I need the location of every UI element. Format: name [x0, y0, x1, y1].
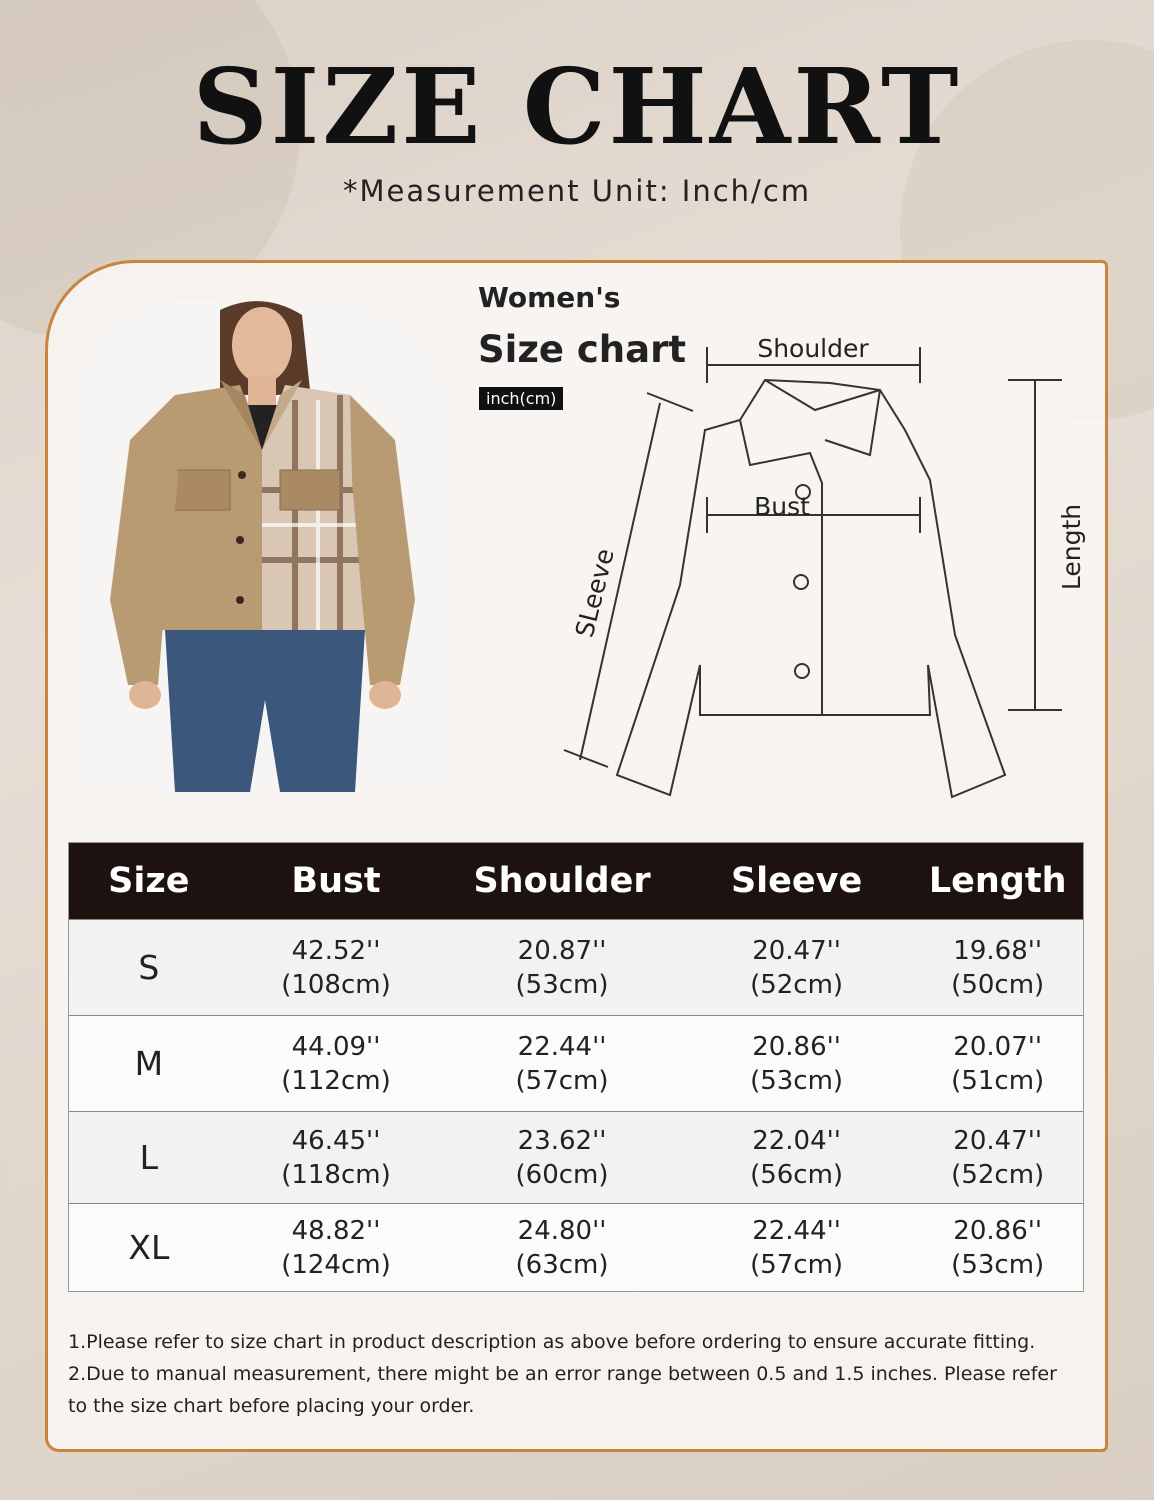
size-cell: XL — [128, 1228, 170, 1267]
header-size: Size — [108, 861, 190, 901]
table-body — [69, 919, 1083, 1291]
length-cell: 19.68'' (50cm) — [951, 935, 1045, 1000]
shoulder-cell: 23.62'' (60cm) — [515, 1125, 609, 1190]
table-row — [69, 1203, 1083, 1291]
bust-cell: 46.45'' (118cm) — [281, 1125, 391, 1190]
length-measure-line — [1008, 380, 1062, 710]
sleeve-cell: 20.86'' (53cm) — [750, 1031, 844, 1096]
header-bust: Bust — [291, 861, 381, 901]
shoulder-cell: 24.80'' (63cm) — [515, 1215, 609, 1280]
shoulder-label: Shoulder — [757, 335, 869, 363]
bust-cell: 42.52'' (108cm) — [281, 935, 391, 1000]
length-label: Length — [1057, 503, 1086, 591]
jacket-outline — [617, 380, 1005, 797]
note-line-2: 2.Due to manual measurement, there might be an error range between 0.5 and 1.5 inches. Please refer — [68, 1363, 1057, 1385]
table-row — [69, 1015, 1083, 1111]
bust-cell: 48.82'' (124cm) — [281, 1215, 391, 1280]
note-line-3: to the size chart before placing your order. — [68, 1395, 475, 1417]
fitting-notes — [68, 1326, 1093, 1422]
bust-cell: 44.09'' (112cm) — [281, 1031, 391, 1096]
length-cell: 20.47'' (52cm) — [951, 1125, 1045, 1190]
sleeve-cell: 20.47'' (52cm) — [750, 935, 844, 1000]
header-sleeve: Sleeve — [730, 861, 863, 901]
sleeve-cell: 22.44'' (57cm) — [750, 1215, 844, 1280]
measurement-unit-subtitle: *Measurement Unit: Inch/cm — [342, 174, 812, 208]
page-title: SIZE CHART — [192, 45, 962, 168]
length-cell: 20.07'' (51cm) — [951, 1031, 1045, 1096]
unit-badge: inch(cm) — [479, 387, 563, 410]
header-length: Length — [928, 861, 1067, 901]
size-table — [68, 842, 1084, 1292]
table-row — [69, 1111, 1083, 1203]
table-row — [69, 919, 1083, 1015]
model-jacket-illustration — [70, 300, 454, 792]
bust-label: Bust — [754, 492, 810, 521]
note-line-1: 1.Please refer to size chart in product description as above before ordering to ensure accurate fitting. — [68, 1331, 1036, 1353]
chart-heading-line2: Size chart — [478, 328, 687, 371]
size-cell: M — [134, 1044, 164, 1083]
size-cell: S — [138, 948, 160, 987]
shoulder-cell: 22.44'' (57cm) — [515, 1031, 609, 1096]
table-header — [69, 843, 1083, 919]
sleeve-label: SLeeve — [569, 545, 620, 641]
model-photo — [70, 300, 454, 792]
measurement-diagram — [560, 335, 1100, 805]
size-cell: L — [139, 1138, 159, 1177]
length-cell: 20.86'' (53cm) — [951, 1215, 1045, 1280]
header-shoulder: Shoulder — [473, 861, 651, 901]
shoulder-cell: 20.87'' (53cm) — [515, 935, 609, 1000]
chart-heading-line1: Women's — [478, 281, 621, 314]
bust-measure-line — [707, 497, 920, 533]
sleeve-cell: 22.04'' (56cm) — [750, 1125, 844, 1190]
